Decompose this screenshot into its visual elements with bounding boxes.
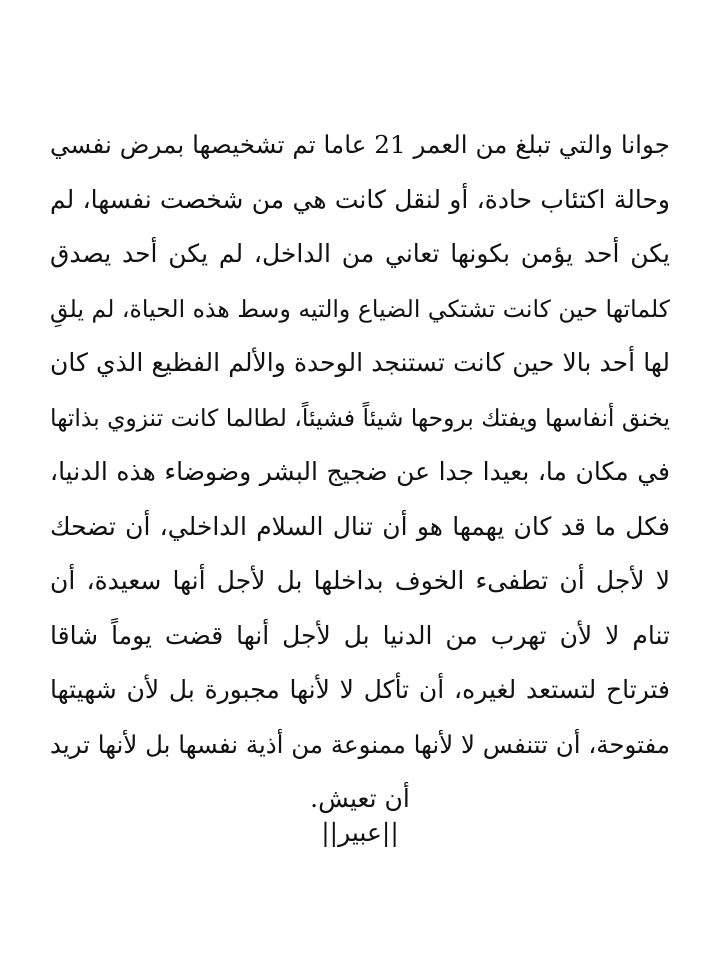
paragraph-line: فكل ما قد كان يهمها هو أن تنال السلام الداخلي، أن تضحك [50,511,670,541]
paragraph-line: أن تعيش. [310,784,410,813]
author-signature: ||عبير|| [321,818,399,847]
paragraph-line: يكن أحد يؤمن بكونها تعاني من الداخل، لم يكن أحد يصدق [50,239,670,268]
paragraph-line: وحالة اكتئاب حادة، أو لنقل كانت هي من شخصت نفسها، لم [50,184,670,214]
paragraph-line: لا لأجل أن تطفىء الخوف بداخلها بل لأجل أنها سعيدة، أن [50,566,670,595]
paragraph-line: في مكان ما، بعيدا جدا عن ضجيج البشر وضوضاء هذه الدنيا، [50,457,670,486]
paragraph-line: جوانا والتي تبلغ من العمر 21 عاما تم تشخيصها بمرض نفسي [50,130,670,159]
paragraph-line: مفتوحة، أن تتنفس لا لأنها ممنوعة من أذية نفسها بل لأنها تريد [50,729,670,759]
paragraph-line: كلماتها حين كانت تشتكي الضياع والتيه وسط هذه الحياة، لم يلقِ [50,294,670,323]
quote-paragraph [50,118,670,827]
paragraph-line: يخنق أنفاسها ويفتك بروحها شيئاً فشيئاً، لطالما كانت تنزوي بذاتها [50,403,670,432]
paragraph-line: لها أحد بالا حين كانت تستنجد الوحدة والألم الفظيع الذي كان [50,348,670,377]
paragraph-line: تنام لا لأن تهرب من الدنيا بل لأجل أنها قضت يوماً شاقا [50,620,670,650]
paragraph-line: فترتاح لتستعد لغيره، أن تأكل لا لأنها مجبورة بل لأن شهيتها [50,675,670,704]
